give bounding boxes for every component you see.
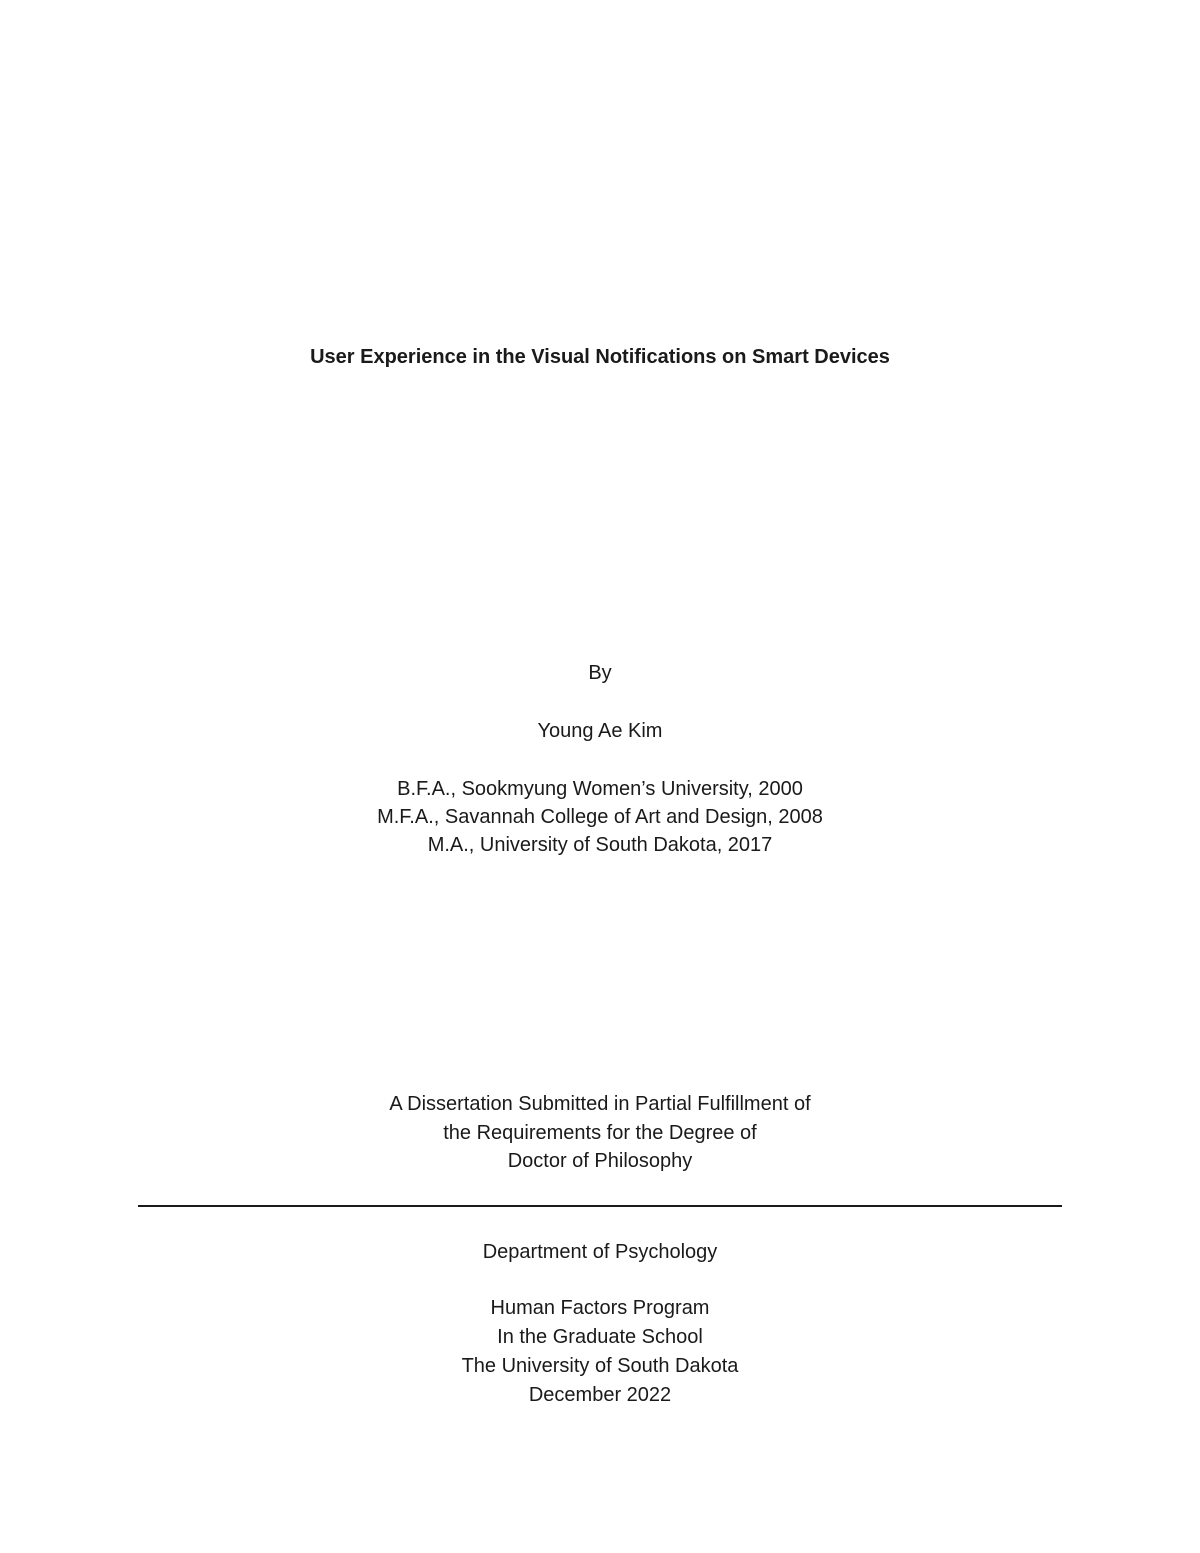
institution-line: The University of South Dakota: [461, 1355, 739, 1377]
degree-line: M.A., University of South Dakota, 2017: [427, 834, 773, 856]
dissertation-title: User Experience in the Visual Notifications on Smart Devices: [310, 346, 890, 368]
by-line: By: [588, 662, 612, 684]
submission-statement-line: A Dissertation Submitted in Partial Fulfillment of: [389, 1093, 811, 1115]
institution-line: Human Factors Program: [490, 1297, 710, 1319]
horizontal-divider: [138, 1205, 1062, 1207]
institution-line: In the Graduate School: [497, 1326, 703, 1348]
submission-statement-line: Doctor of Philosophy: [507, 1150, 693, 1172]
author-name: Young Ae Kim: [537, 720, 663, 742]
degree-line: B.F.A., Sookmyung Women’s University, 2000: [397, 778, 803, 800]
submission-date: December 2022: [528, 1384, 672, 1406]
degree-line: M.F.A., Savannah College of Art and Design, 2008: [377, 806, 823, 828]
department-name: Department of Psychology: [482, 1241, 718, 1263]
submission-statement-line: the Requirements for the Degree of: [443, 1122, 757, 1144]
